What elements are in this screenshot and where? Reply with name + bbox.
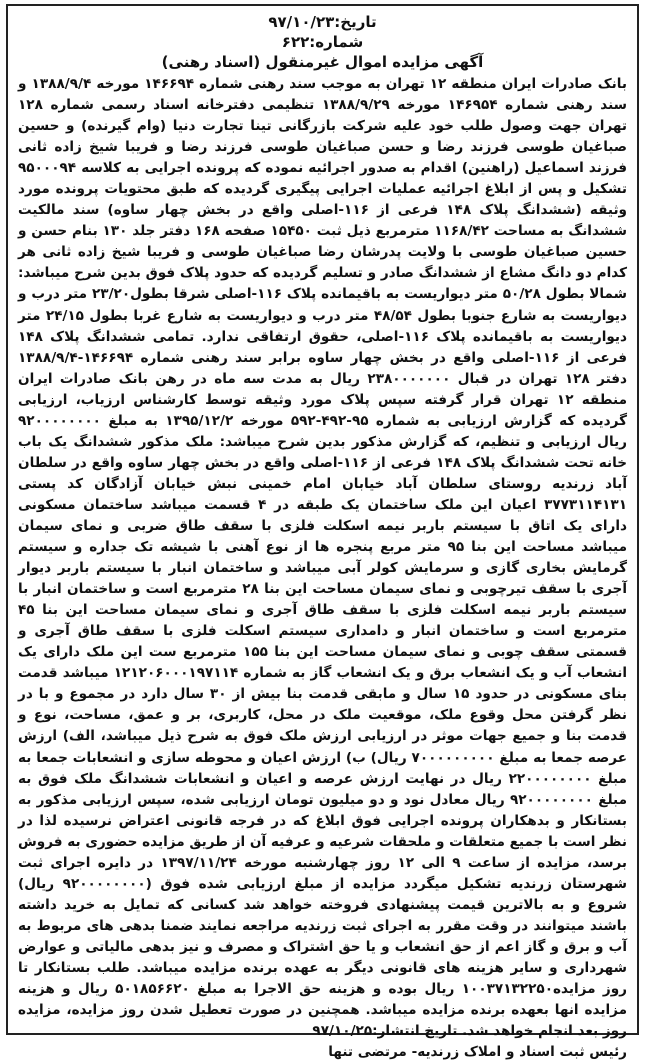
notice-header xyxy=(18,12,627,72)
auction-notice xyxy=(6,4,639,1061)
notice-title: آگهی مزایده اموال غیرمنقول (اسناد رهنی) xyxy=(161,53,484,71)
signature-line: رئیس ثبت اسناد و املاک زرندیه- مرتضی تنها xyxy=(328,1044,627,1061)
notice-body xyxy=(18,74,627,1042)
notice-body-text: بانک صادرات ایران منطقه ۱۲ تهران به موجب سند رهنی شماره ۱۴۶۶۹۴ مورخه ۱۳۸۸/۹/۴ و سند رهنی شماره ۱۴۶۹۵۴ مورخه ۱۳۸۸/۹/۲۹ تنظیمی دفترخانه اسناد رسمی شماره ۱۲۸ تهران جهت وصول طلب خود علیه شرکت بازرگانی تینا تجارت دنیا (وام گیرنده) و حسین صباغیان طوسی فرزند رضا و حسن صباغیان طوسی فرزند رضا و فریبا شیخ زاده ثانی فرزند اسماعیل (راهنین) اقدام به صدور اجرائیه نموده که پرونده اجرایی به کلاسه ۹۵۰۰۰۹۴ تشکیل و پس از ابلاغ اجرائیه عملیات اجرایی پیگیری گردیده که طبق محتویات پرونده مورد وثیقه (ششدانگ پلاک ۱۴۸ فرعی از ۱۱۶-اصلی واقع در بخش چهار ساوه) سند مالکیت ششدانگ به مساحت ۱۱۶۸/۴۲ مترمربع ذیل ثبت ۱۵۴۵۰ صفحه ۱۶۸ دفتر جلد ۱۳۰ بنام حسن و حسین صباغیان طوسی با ولایت پدرشان رضا صباغیان طوسی و فریبا شیخ زاده ثانی هر کدام دو دانگ مشاع از ششدانگ صادر و تسلیم گردیده که حدود پلاک فوق بدین شرح میباشد: شمالا بطول ۵۰/۲۸ متر دیواریست به باقیمانده پلاک ۱۱۶-اصلی شرقا بطول۲۳/۲۰ متر درب و دیواریست به شارع جنوبا بطول ۴۸/۵۴ متر درب و دیواریست به شارع غربا بطول ۲۴/۱۵ متر دیواریست به باقیمانده پلاک ۱۱۶-اصلی، حقوق ارتفاقی ندارد. تمامی ششدانگ پلاک ۱۴۸ فرعی از ۱۱۶-اصلی واقع در بخش چهار ساوه برابر سند رهنی شماره ۱۴۶۶۹۴-۱۳۸۸/۹/۴ دفتر ۱۲۸ تهران در قبال ۲۳۸۰۰۰۰۰۰۰ ریال به مدت سه ماه در رهن بانک صادرات ایران منطقه ۱۲ تهران قرار گرفته سپس پلاک مورد وثیقه توسط کارشناس ارزیاب، ارزیابی گردیده که گزارش ارزیابی به شماره ۹۵-۴۹۲-۵۹۲ مورخه ۱۳۹۵/۱۲/۲ به مبلغ ۹۲۰۰۰۰۰۰۰۰ ریال ارزیابی و تنظیم، که گزارش مذکور بدین شرح میباشد: ملک مذکور ششدانگ یک باب خانه تحت ششدانگ پلاک ۱۴۸ فرعی از ۱۱۶-اصلی واقع در بخش چهار ساوه واقع در سلطان آباد زرندیه روستای سلطان آباد خیابان امام خمینی نبش خیابان آزادگان کد پستی ۳۷۷۳۱۱۴۱۳۱ اعیان این ملک ساختمان یک طبقه در ۴ قسمت میباشد ساختمان مسکونی دارای یک اتاق با سیستم باربر نیمه اسکلت فلزی با سقف طاق ضربی و نمای سیمان میباشد مساحت این بنا ۹۵ متر مربع پنجره ها از نوع آهنی با شیشه تک جداره و سیستم گرمایش بخاری گازی و سرمایش کولر آبی میباشد و ساختمان انبار با سیستم باربر دیوار آجری با سقف تیرچوبی و نمای سیمان مساحت این بنا ۲۸ مترمربع است و ساختمان انبار با سیستم باربر نیمه اسکلت فلزی با سقف طاق آجری و نمای سیمان مساحت این بنا ۴۵ مترمربع است و ساختمان انبار و دامداری سیستم اسکلت فلزی با سقف طاق آجری و قسمتی سقف چوبی و نمای سیمان مساحت این بنا ۱۵۵ مترمربع ست این ملک دارای یک انشعاب آب و یک انشعاب برق و یک انشعاب گاز به شماره ۱۲۱۲۰۶۰۰۰۱۹۷۱۱۴ میباشد قدمت بنای مسکونی در حدود ۱۵ سال و مابقی قدمت بنا بیش از ۳۰ سال دارد در مجموع و با در نظر گرفتن محل وقوع ملک، موقعیت ملک در محل، کاربری، بر و عمق، مساحت، نوع و قدمت بنا و جمیع جهات موثر در ارزیابی ارزش ملک فوق به شرح ذیل میباشد، الف) ارزش عرصه جمعا به مبلغ ۷۰۰۰۰۰۰۰۰۰ ریال) ب) ارزش اعیان و محوطه سازی و انشعابات جمعا به مبلغ ۲۲۰۰۰۰۰۰۰۰ ریال در نهایت ارزش عرصه و اعیان و انشعابات ششدانگ ملک فوق به مبلغ ۹۲۰۰۰۰۰۰۰۰ ریال معادل نود و دو میلیون تومان ارزیابی شده، سپس ارزیابی مذکور به بستانکار و بدهکاران پرونده اجرایی فوق ابلاغ که در فرجه قانونی اعتراض نرسیده لذا در نظر است با جمیع متعلقات و ملحقات شرعیه و عرفیه آن از طریق مزایده حضوری به فروش برسد، مزایده از ساعت ۹ الی ۱۲ روز چهارشنبه مورخه ۱۳۹۷/۱۱/۲۴ در دایره اجرای ثبت شهرستان زرندیه تشکیل میگردد مزایده از مبلغ ارزیابی شده فوق (۹۲۰۰۰۰۰۰۰۰ ریال) شروع و به بالاترین قیمت پیشنهادی فروخته خواهد شد کسانی که تمایل به خرید داشته باشند میتوانند در وقت مقرر به اجرای ثبت زرندیه مراجعه نمایند ضمنا بدهی های مربوط به آب و برق و گاز اعم از حق انشعاب و یا حق اشتراک و مصرف و نیز بدهی مالیاتی و عوارض شهرداری و سایر هزینه های قانونی دیگر به عهده برنده مزایده میباشد. طلب بستانکار تا روز مزایده۱۰۰۳۷۱۳۲۲۵۰ ریال بوده و هزینه حق الاجرا به مبلغ ۵۰۱۸۵۶۶۲۰ ریال و هزینه مزایده انها بعهده برنده مزایده میباشد. همچنین در صورت تعطیل شدن روز مزایده، مزایده روز بعد انجام خواهد شد. xyxy=(18,76,628,1040)
publish-date: تاریخ انتشار:۹۷/۱۰/۲۵ xyxy=(312,1023,458,1040)
notice-number: شماره:۶۲۲ xyxy=(281,33,364,51)
notice-date: تاریخ:۹۷/۱۰/۲۳ xyxy=(268,13,377,31)
